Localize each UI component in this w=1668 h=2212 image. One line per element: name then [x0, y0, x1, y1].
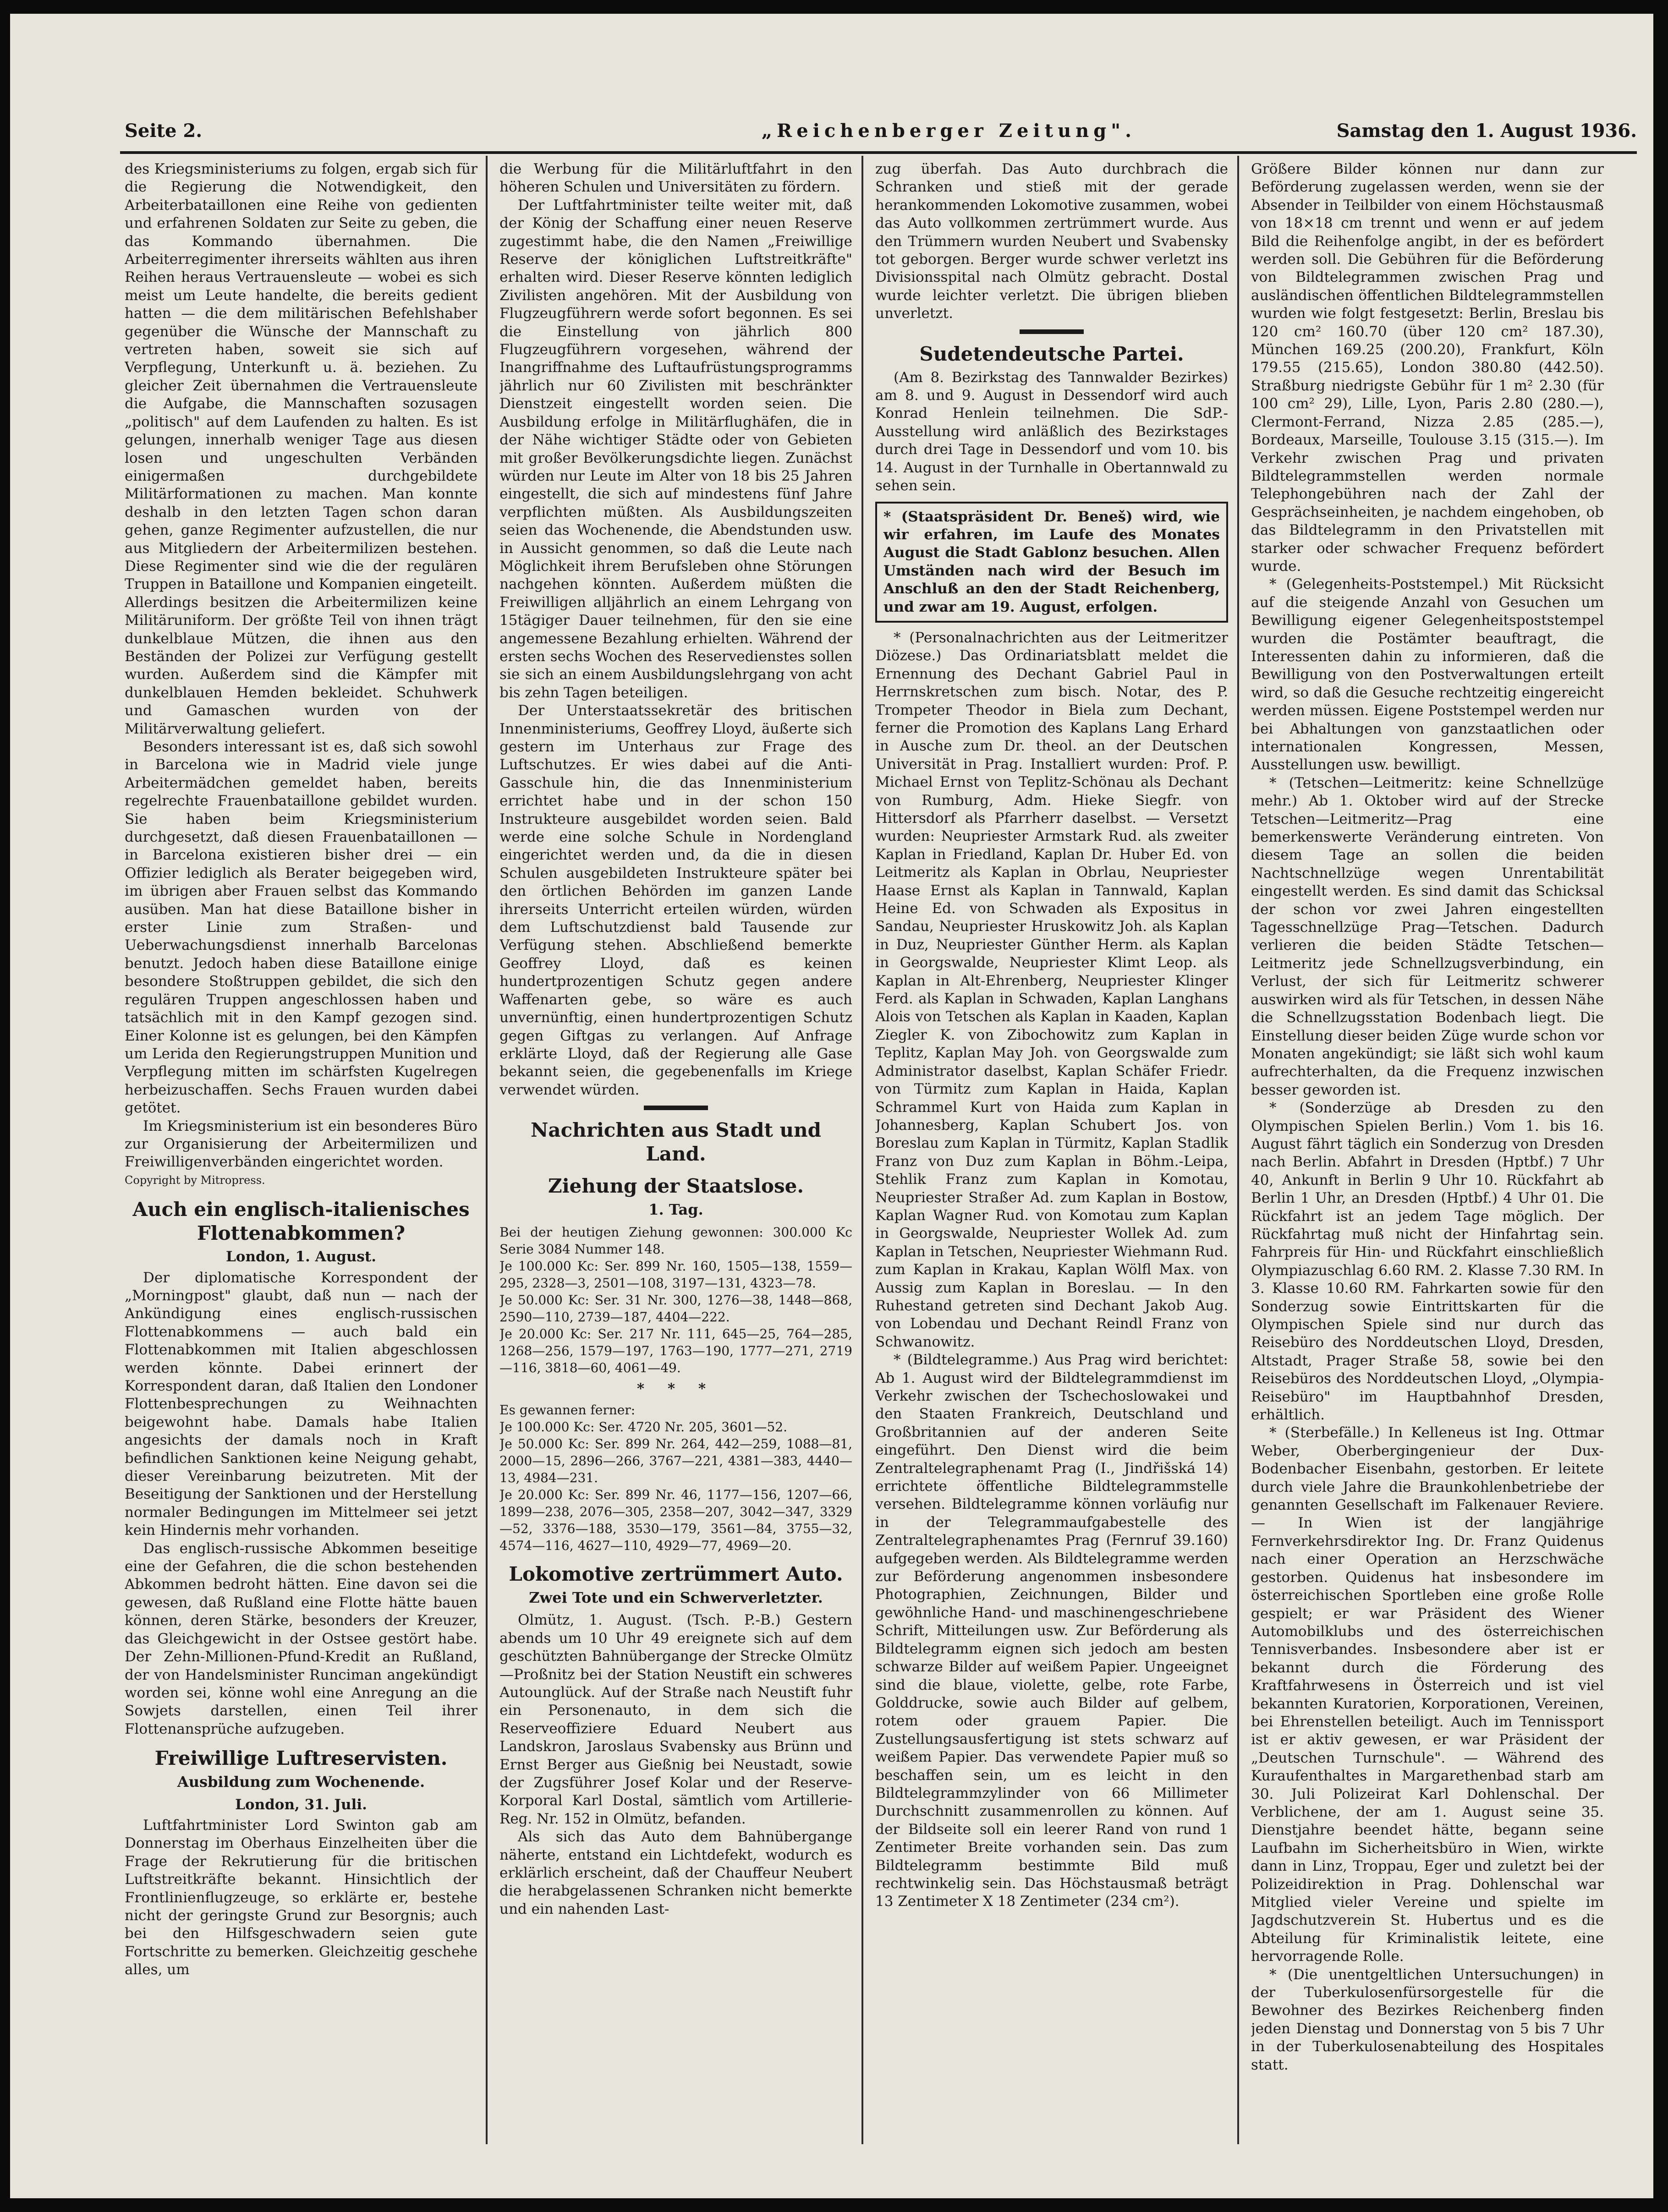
- lottery-results: Bei der heutigen Ziehung gewonnen: 300.000 Kc Serie 3084 Nummer 148.: [499, 1224, 852, 1257]
- lottery-results: Je 100.000 Kc: Ser. 899 Nr. 160, 1505—138, 1559—295, 2328—3, 2501—108, 3197—131, 4323—78.: [499, 1258, 852, 1291]
- article-text: Das englisch-russische Abkommen beseitige eine der Gefahren, die die schon bestehenden Abkommen bedroht hätten. Eine davon sei die gewesen, daß Rußland eine Flotte hätte bauen können, deren Stärke, besonders der Kreuzer, das Gleichgewicht in der Ostsee gestört habe. Der Zehn-Millionen-Pfund-Kredit an Rußland, der von Handelsminister Runciman angekündigt worden sei, könne wohl eine Anregung an die Sowjets darstellen, einen Teil ihrer Flottenansprüche aufzugeben.: [125, 1540, 477, 1737]
- article-text: * (Bildtelegramme.) Aus Prag wird berichtet: Ab 1. August wird der Bildtelegrammdienst im Verkehr zwischen der Tschechoslowakei und den Staaten Frankreich, Deutschland und Großbritannien auf der anderen Seite eingeführt. Den Dienst wird die beim Zentraltelegraphenamt Prag (I., Jindřišská 14) errichtete öffentliche Bildtelegrammstelle versehen. Bildtelegramme können vorläufig nur in der Telegrammaufgabestelle des Zentraltelegraphenamtes Prag (Fernruf 39.160) aufgegeben werden. Als Bildtelegramme werden zur Beförderung angenommen insbesondere Photographien, Zeichnungen, Bilder und gewöhnliche Hand- und maschinengeschriebene Schrift, Mitteilungen usw. Zur Beförderung als Bildtelegramm eignen sich jedoch am besten schwarze Bilder auf weißem Papier. Ungeeignet sind die blaue, violette, gelbe, rote Farbe, Golddrucke, sowie auch Bilder auf gelbem, rotem oder grauem Papier. Die Zustellungsausfertigung ist stets schwarz auf weißem Papier. Das verwendete Papier muß so beschaffen sein, um es leicht in den Bildtelegrammzylinder von 66 Millimeter Durchschnitt zusammenrollen zu können. Auf der Bildseite soll ein leerer Rand von rund 1 Zentimeter Breite vorhanden sein. Das zum Bildtelegramm bestimmte Bild muß rechtwinkelig sein. Das Höchstausmaß beträgt 13 Zentimeter X 18 Zentimeter (234 cm²).: [875, 1352, 1228, 1910]
- boxed-notice: [875, 502, 1228, 623]
- lottery-results: Es gewannen ferner:: [499, 1402, 636, 1418]
- subheadline: Zwei Tote und ein Schwerverletzter.: [529, 1588, 823, 1606]
- article-text: * (Die unentgeltlichen Untersuchungen) in der Tuberkulosenfürsorgestelle für die Bewohner des Bezirkes Reichenberg finden jeden Dienstag und Donnerstag von 5 bis 7 Uhr in der Tuberkulosenabteilung des Hospitales statt.: [1251, 1966, 1604, 2073]
- article-text: Als sich das Auto dem Bahnübergange näherte, entstand ein Lichtdefekt, wodurch es erklärlich erscheint, daß der Chauffeur Neubert die herabgelassenen Schranken nicht bemerkte und ein nahenden Last-: [499, 1829, 852, 1917]
- article-text: Der Unterstaatssekretär des britischen Innenministeriums, Geoffrey Lloyd, äußerte sich gestern im Unterhaus zur Frage des Luftschutzes. Er wies dabei auf die Anti-Gasschule hin, die das Innenministerium errichtet habe und in der schon 150 Instrukteure ausgebildet worden seien. Bald werde eine solche Schule in Nordengland eingerichtet werden und, da die in diesen Schulen ausgebildeten Instrukteure später bei den örtlichen Behörden im ganzen Lande ihrerseits Unterricht erteilen würden, würden dem Luftschutzdienst bald Tausende zur Verfügung stehen. Abschließend bemerkte Geoffrey Lloyd, daß es keinen hundertprozentigen Schutz gegen andere Waffenarten gebe, so wäre es auch unvernünftig, einen hundertprozentigen Schutz gegen Giftgas zu verlangen. Auf Anfrage erklärte Lloyd, daß der Regierung alle Gase bekannt seien, die gegebenenfalls im Kriege verwendet würden.: [499, 702, 852, 1098]
- headline: Freiwillige Luftreservisten.: [154, 1747, 448, 1770]
- column-3: [875, 160, 1228, 2144]
- article-text: * (Tetschen—Leitmeritz: keine Schnellzüge mehr.) Ab 1. Oktober wird auf der Strecke Tetschen—Leitmeritz—Prag eine bemerkenswerte Veränderung eintreten. Von diesem Tage an sollen die beiden Nachtschnellzüge wegen Unrentabilität eingestellt werden. Es sind damit das Schicksal der schon vor zwei Jahren eingestellten Tagesschnellzüge Prag—Tetschen. Dadurch verlieren die beiden Städte Tetschen—Leitmeritz jede Schnellzugsverbindung, ein Verlust, der sich für Leitmeritz schwerer auswirken wird als für Tetschen, in dessen Nähe die Schnellzugsstation Bodenbach liegt. Die Einstellung dieser beiden Züge wurde schon vor Monaten angekündigt; sie läßt sich wohl kaum aufrechterhalten, da die Frequenz inzwischen besser geworden ist.: [1251, 774, 1604, 1098]
- dateline: London, 31. Juli.: [235, 1796, 367, 1813]
- lottery-results: Je 100.000 Kc: Ser. 4720 Nr. 205, 3601—52.: [499, 1419, 787, 1435]
- dateline: London, 1. August.: [225, 1248, 376, 1265]
- article-text: (Am 8. Bezirkstag des Tannwalder Bezirkes) am 8. und 9. August in Dessendorf wird auch Konrad Henlein teilnehmen. Die SdP.-Ausstellung wird anläßlich des Bezirkstages durch drei Tage in Dessendorf und vom 10. bis 14. August in der Turnhalle in Obertannwald zu sehen sein.: [875, 369, 1228, 494]
- subheadline: Ausbildung zum Wochenende.: [177, 1773, 425, 1791]
- column-divider: [861, 156, 863, 2144]
- page-number: Seite 2.: [125, 120, 203, 142]
- copyright-note: Copyright by Mitropress.: [125, 1173, 265, 1187]
- headline: Lokomotive zertrümmert Auto.: [509, 1562, 843, 1585]
- section-divider: [1020, 329, 1084, 334]
- notice-text: * (Staatspräsident Dr. Beneš) wird, wie wir erfahren, im Laufe des Monates August die Stadt Gablonz besuchen. Allen Umständen nach wird der Besuch im Anschluß an den der Stadt Reichenberg, und zwar am 19. August, erfolgen.: [883, 508, 1220, 615]
- column-1: [125, 160, 477, 2144]
- section-headline: Nachrichten aus Stadt und Land.: [531, 1119, 821, 1166]
- separator-stars: * * *: [636, 1380, 715, 1397]
- lottery-results: Je 20.000 Kc: Ser. 899 Nr. 46, 1177—156, 1207—66, 1899—238, 2076—305, 2358—207, 3042—347, 3329—52, 3376—188, 3530—179, 3561—84, 3755—32, 4574—116, 4627—110, 4929—77, 4969—20.: [499, 1487, 852, 1553]
- lottery-results: Je 50.000 Kc: Ser. 31 Nr. 300, 1276—38, 1448—868, 2590—110, 2739—187, 4404—222.: [499, 1292, 852, 1325]
- issue-date: Samstag den 1. August 1936.: [1336, 120, 1637, 142]
- article-text: Luftfahrtminister Lord Swinton gab am Donnerstag im Oberhaus Einzelheiten über die Frage der Rekrutierung für die britischen Luftstreitkräfte bekannt. Hinsichtlich der Frontlinienflugzeuge, so erklärte er, bestehe nicht der geringste Grund zur Besorgnis; auch bei den Hilfsgeschwadern seien gute Fortschritte zu bemerken. Gleichzeitig geschehe alles, um: [125, 1817, 477, 1978]
- lottery-results: Je 50.000 Kc: Ser. 899 Nr. 264, 442—259, 1088—81, 2000—15, 2896—266, 3767—221, 4381—383, 4440—13, 4984—231.: [499, 1436, 852, 1485]
- article-text: * (Sonderzüge ab Dresden zu den Olympischen Spielen Berlin.) Vom 1. bis 16. August fährt täglich ein Sonderzug von Dresden nach Berlin. Abfahrt in Dresden (Hptbf.) 7 Uhr 40, Ankunft in Berlin 9 Uhr 10. Rückfahrt ab Berlin 1 Uhr, an Dresden (Hptbf.) 4 Uhr 01. Die Rückfahrt ist an jedem Tage möglich. Der Rückfahrtag muß nicht der Hinfahrtag sein. Fahrpreis für Hin- und Rückfahrt einschließlich Olympiazuschlag 6.60 RM. 2. Klasse 7.30 RM. In 3. Klasse 10.60 RM. Fahrkarten sowie für den Sonderzug sowie Eintrittskarten für die Olympischen Spiele sind nur durch das Reisebüro des Norddeutschen Lloyd, Dresden, Altstadt, Prager Straße 58, sowie bei den Reisebüros des Norddeutschen Lloyd, „Olympia-Reisebüro" im Hauptbahnhof Dresden, erhältlich.: [1251, 1100, 1604, 1424]
- article-text: des Kriegsministeriums zu folgen, ergab sich für die Regierung die Notwendigkeit, den Arbeiterbataillonen eine Reihe von gedienten und erfahrenen Soldaten zur Seite zu geben, die das Kommando übernahmen. Die Arbeiterregimenter ihrerseits wählten aus ihren Reihen heraus Vertrauensleute — wobei es sich meist um Leute handelte, die bereits gedient hatten — die dem militärischen Befehlshaber gegenüber die Wünsche der Mannschaft zu vertreten haben, soweit sie sich auf Verpflegung, Unterkunft u. ä. beziehen. Zu gleicher Zeit übernahmen die Vertrauensleute die Aufgabe, die Mannschaften sozusagen „politisch" auf dem Laufenden zu halten. Es ist gelungen, innerhalb weniger Tage aus diesen losen und ungeschulten Verbänden einigermaßen durchgebildete Militärformationen zu machen. Man konnte deshalb in den letzten Tagen schon daran gehen, ganze Regimenter aufzustellen, die nur aus Mitgliedern der Arbeitermilizen bestehen. Diese Regimenter sind wie die der regulären Truppen in Bataillone und Kompanien eingeteilt. Allerdings besitzen die Arbeitermilizen keine Militäruniform. Der größte Teil von ihnen trägt dunkelblaue Mützen, die ihnen aus den Beständen der Polizei zur Verfügung gestellt wurden. Außerdem sind die Kämpfer mit dunkelblauen Hemden bekleidet. Schuhwerk und Gamaschen wurden von der Militärverwaltung geliefert.: [125, 161, 477, 737]
- article-text: * (Personalnachrichten aus der Leitmeritzer Diözese.) Das Ordinariatsblatt meldet die Ernennung des Dechant Gabriel Paul in Herrnskretschen zum bisch. Notar, des P. Trompeter Theodor in Biela zum Dechant, ferner die Promotion des Kaplans Lang Erhard in Ausche zum Dr. theol. an der Deutschen Universität in Prag. Installiert wurden: Prof. P. Michael Ernst von Teplitz-Schönau als Dechant von Rumburg, Adm. Hieke Siegfr. von Hittersdorf als Pfarrherr daselbst. — Versetzt wurden: Neupriester Armstark Rud. als zweiter Kaplan in Friedland, Kaplan Dr. Huber Ed. von Leitmeritz als Kaplan in Obrlau, Neupriester Haase Ernst als Kaplan in Tannwald, Kaplan Heine Ed. von Schwaden als Expositus in Sandau, Neupriester Hruskowitz Joh. als Kaplan in Duz, Neupriester Günther Herm. als Kaplan in Georgswalde, Neupriester Klimt Leop. als Kaplan in Alt-Ehrenberg, Neupriester Klinger Ferd. als Kaplan in Schwaden, Kaplan Langhans Alois von Tetschen als Kaplan in Kaaden, Kaplan Ziegler K. von Zibochowitz zum Kaplan in Teplitz, Kaplan May Joh. von Georgswalde zum Administrator daselbst, Kaplan Schäfer Friedr. von Türmitz zum Kaplan in Haida, Kaplan Schrammel Kurt von Haida zum Kaplan in Johannesberg, Kaplan Schubert Jos. von Boreslau zum Kaplan in Türmitz, Kaplan Stadlik Franz von Duz zum Kaplan in Böhm.-Leipa, Stehlik Franz zum Kaplan in Komotau, Neupriester Straßer Ad. zum Kaplan in Bostow, Kaplan Wagner Rud. von Komotau zum Kaplan in Georgswalde, Neupriester Wollek Ad. zum Kaplan in Tetschen, Neupriester Wiehmann Rud. zum Kaplan in Krakau, Kaplan Wölfl Max. von Aussig zum Kaplan in Boreslau. — In den Ruhestand getreten sind Dechant Jakob Aug. von Lobendau und Dechant Reindl Franz von Schwanowitz.: [875, 629, 1228, 1350]
- article-text: * (Sterbefälle.) In Kelleneus ist Ing. Ottmar Weber, Oberbergingenieur der Dux-Bodenbacher Eisenbahn, gestorben. Er leitete durch viele Jahre die Braunkohlenbetriebe der genannten Gesellschaft im Falkenauer Reviere. — In Wien ist der langjährige Fernverkehrsdirektor Ing. Dr. Franz Quidenus nach einer Operation an Herzschwäche gestorben. Quidenus hat insbesondere im österreichischen Sportleben eine große Rolle gespielt; er war Präsident des Wiener Automobilklubs und des österreichischen Tennisverbandes. Insbesondere aber ist er bekannt durch die Förderung des Kraftfahrwesens in Österreich und ist viel bekannten Kuratorien, Korporationen, Vereinen, bei Ehrenstellen beteiligt. Auch im Tennissport ist er aktiv gewesen, er war Präsident der „Deutschen Turnschule". — Während des Kuraufenthaltes in Margarethenbad starb am 30. Juli Polizeirat Karl Dohlenschal. Der Verblichene, der am 1. August seine 35. Dienstjahre beendet hätte, begann seine Laufbahn im Sicherheitsbüro in Wien, wirkte dann in Linz, Troppau, Eger und zuletzt bei der Polizeidirektion in Prag. Dohlenschal war Mitglied vieler Vereine und spielte im Jagdschutzverein St. Hubertus und es die Abteilung für Kriminalistik leitete, eine hervorragende Rolle.: [1251, 1424, 1604, 1965]
- article-text: Der Luftfahrtminister teilte weiter mit, daß der König der Schaffung einer neuen Reserve zugestimmt habe, die den Namen „Freiwillige Reserve der königlichen Luftstreitkräfte" erhalten wird. Dieser Reserve könnten lediglich Zivilisten angehören. Mit der Ausbildung von Flugzeugführern werde sofort begonnen. Es sei die Einstellung von jährlich 800 Flugzeugführern vorgesehen, während der Inangriffnahme des Luftaufrüstungsprogramms jährlich nur 60 Zivilisten mit beschränkter Dienstzeit eingestellt worden seien. Die Ausbildung erfolge in Militärflughäfen, die in der Nähe wichtiger Städte oder von Gebieten mit großer Bevölkerungsdichte liegen. Zunächst würden nur Leute im Alter von 18 bis 25 Jahren eingestellt, die sich auf mindestens fünf Jahre verpflichten müßten. Als Ausbildungszeiten seien das Wochenende, die Abendstunden usw. in Aussicht genommen, so daß die Leute nach Möglichkeit ihrem Berufsleben ohne Störungen nachgehen könnten. Außerdem müßten die Freiwilligen alljährlich an einem Lehrgang von 15tägiger Dauer teilnehmen, für den sie eine angemessene Bezahlung erhielten. Während der ersten sechs Wochen des Reservedienstes sollen sie sich an einem Ausbildungslehrgang von acht bis zehn Tagen beteiligen.: [499, 197, 852, 701]
- headline: Ziehung der Staatslose.: [548, 1175, 804, 1198]
- column-4: [1251, 160, 1604, 2144]
- headline: Auch ein englisch-italienisches Flottenabkommen?: [132, 1198, 470, 1245]
- lottery-results: Je 20.000 Kc: Ser. 217 Nr. 111, 645—25, 764—285, 1268—256, 1579—197, 1763—190, 1777—271, 2719—116, 3818—60, 4061—49.: [499, 1326, 852, 1375]
- header-rule: [120, 151, 1637, 154]
- section-divider: [644, 1106, 708, 1110]
- column-divider: [486, 156, 488, 2144]
- subheadline: 1. Tag.: [648, 1201, 703, 1219]
- article-text: Im Kriegsministerium ist ein besonderes Büro zur Organisierung der Arbeitermilizen und Freiwilligenverbänden eingerichtet worden.: [125, 1117, 477, 1171]
- newspaper-page: [10, 14, 1653, 2198]
- headline: Sudetendeutsche Partei.: [919, 342, 1184, 365]
- article-text: zug überfah. Das Auto durchbrach die Schranken und stieß mit der gerade herankommenden Lokomotive zusammen, wobei das Auto vollkommen zertrümmert wurde. Aus den Trümmern wurden Neubert und Svabensky tot geborgen. Berger wurde schwer verletzt ins Divisionsspital nach Olmütz gebracht. Dostal wurde leichter verletzt. Die übrigen blieben unverletzt.: [875, 161, 1228, 322]
- article-text: Olmütz, 1. August. (Tsch. P.-B.) Gestern abends um 10 Uhr 49 ereignete sich auf dem geschützten Bahnübergange der Strecke Olmütz—Proßnitz bei der Station Neustift ein schweres Autounglück. Auf der Straße nach Neustift fuhr ein Personenauto, in dem sich die Reserveoffiziere Eduard Neubert aus Landskron, Jaroslaus Svabensky aus Brünn und Ernst Berger aus Gießnig bei Neustadt, sowie der Zugsführer Josef Kolar und der Reserve-Korporal Karl Dostal, sämtlich vom Artillerie-Reg. Nr. 152 in Olmütz, befanden.: [499, 1612, 852, 1827]
- column-divider: [1237, 156, 1239, 2144]
- article-text: Größere Bilder können nur dann zur Beförderung zugelassen werden, wenn sie der Absender in Teilbilder von einem Höchstausmaß von 18×18 cm trennt und wenn er auf jedem Bild die Reihenfolge angibt, in der es befördert werden soll. Die Gebühren für die Beförderung von Bildtelegrammen zwischen Prag und ausländischen öffentlichen Bildtelegrammstellen wurden wie folgt festgesetzt: Berlin, Breslau bis 120 cm² 160.70 (über 120 cm² 187.30), München 169.25 (200.20), Frankfurt, Köln 179.55 (215.65), London 380.80 (442.50). Straßburg niedrigste Gebühr für 1 m² 2.30 (für 100 cm² 29), Lille, Lyon, Paris 2.80 (280.—), Clermont-Ferrand, Nizza 2.85 (285.—), Bordeaux, Marseille, Toulouse 3.15 (315.—). Im Verkehr zwischen Prag und privaten Bildtelegrammstellen werden normale Telephongebühren nach der Zahl der Gesprächseinheiten, je nachdem eingehoben, ob das Bildtelegramm in den Privatstellen mit starker oder schwacher Frequenz befördert wurde.: [1251, 161, 1604, 575]
- article-text: Der diplomatische Korrespondent der „Morningpost" glaubt, daß nun — nach der Ankündigung eines englisch-russischen Flottenabkommens — auch bald ein Flottenabkommen mit Italien abgeschlossen werden könnte. Dabei erinnert der Korrespondent daran, daß Italien den Londoner Flottenbesprechungen zu Weihnachten beigewohnt habe. Damals habe Italien angesichts der damals noch in Kraft befindlichen Sanktionen keine Neigung gehabt, dieser Vereinbarung beizutreten. Mit der Beseitigung der Sanktionen und der Herstellung normaler Bedingungen im Mittelmeer sei jetzt kein Hindernis mehr vorhanden.: [125, 1269, 477, 1539]
- page-header: [125, 120, 1637, 152]
- article-text: Besonders interessant ist es, daß sich sowohl in Barcelona wie in Madrid viele junge Arbeitermädchen gemeldet haben, bereits regelrechte Frauenbataillone gebildet wurden. Sie haben beim Kriegsministerium durchgesetzt, daß diesen Frauenbataillonen — in Barcelona existieren bisher drei — ein Offizier lediglich als Berater beigegeben wird, im übrigen aber Frauen selbst das Kommando ausüben. Man hat diese Bataillone bisher in erster Linie zum Straßen- und Ueberwachungsdienst innerhalb Barcelonas benutzt. Jedoch haben diese Bataillone einige besondere Stoßtruppen gebildet, die sich den regulären Truppen angeschlossen haben und tatsächlich mit in den Kampf gezogen sind. Einer Kolonne ist es gelungen, bei den Kämpfen um Lerida den Regierungstruppen Munition und Verpflegung mitten im schärfsten Kugelregen herbeizuschaffen. Sechs Frauen wurden dabei getötet.: [125, 739, 477, 1117]
- column-2: [499, 160, 852, 2144]
- newspaper-title: „Reichenberger Zeitung".: [762, 120, 1136, 142]
- article-text: * (Gelegenheits-Poststempel.) Mit Rücksicht auf die steigende Anzahl von Gesuchen um Bewilligung eigener Gelegenheitspoststempel wurden die Postämter beauftragt, die Interessenten dahin zu informieren, daß die Bewilligung von den Postverwaltungen erteilt wird, so daß die Gesuche rechtzeitig eingereicht werden müssen. Eigene Poststempel werden nur bei Abhaltungen von ganzstaatlichen oder internationalen Kongressen, Messen, Ausstellungen usw. bewilligt.: [1251, 576, 1604, 773]
- article-text: die Werbung für die Militärluftfahrt in den höheren Schulen und Universitäten zu fördern.: [499, 161, 852, 196]
